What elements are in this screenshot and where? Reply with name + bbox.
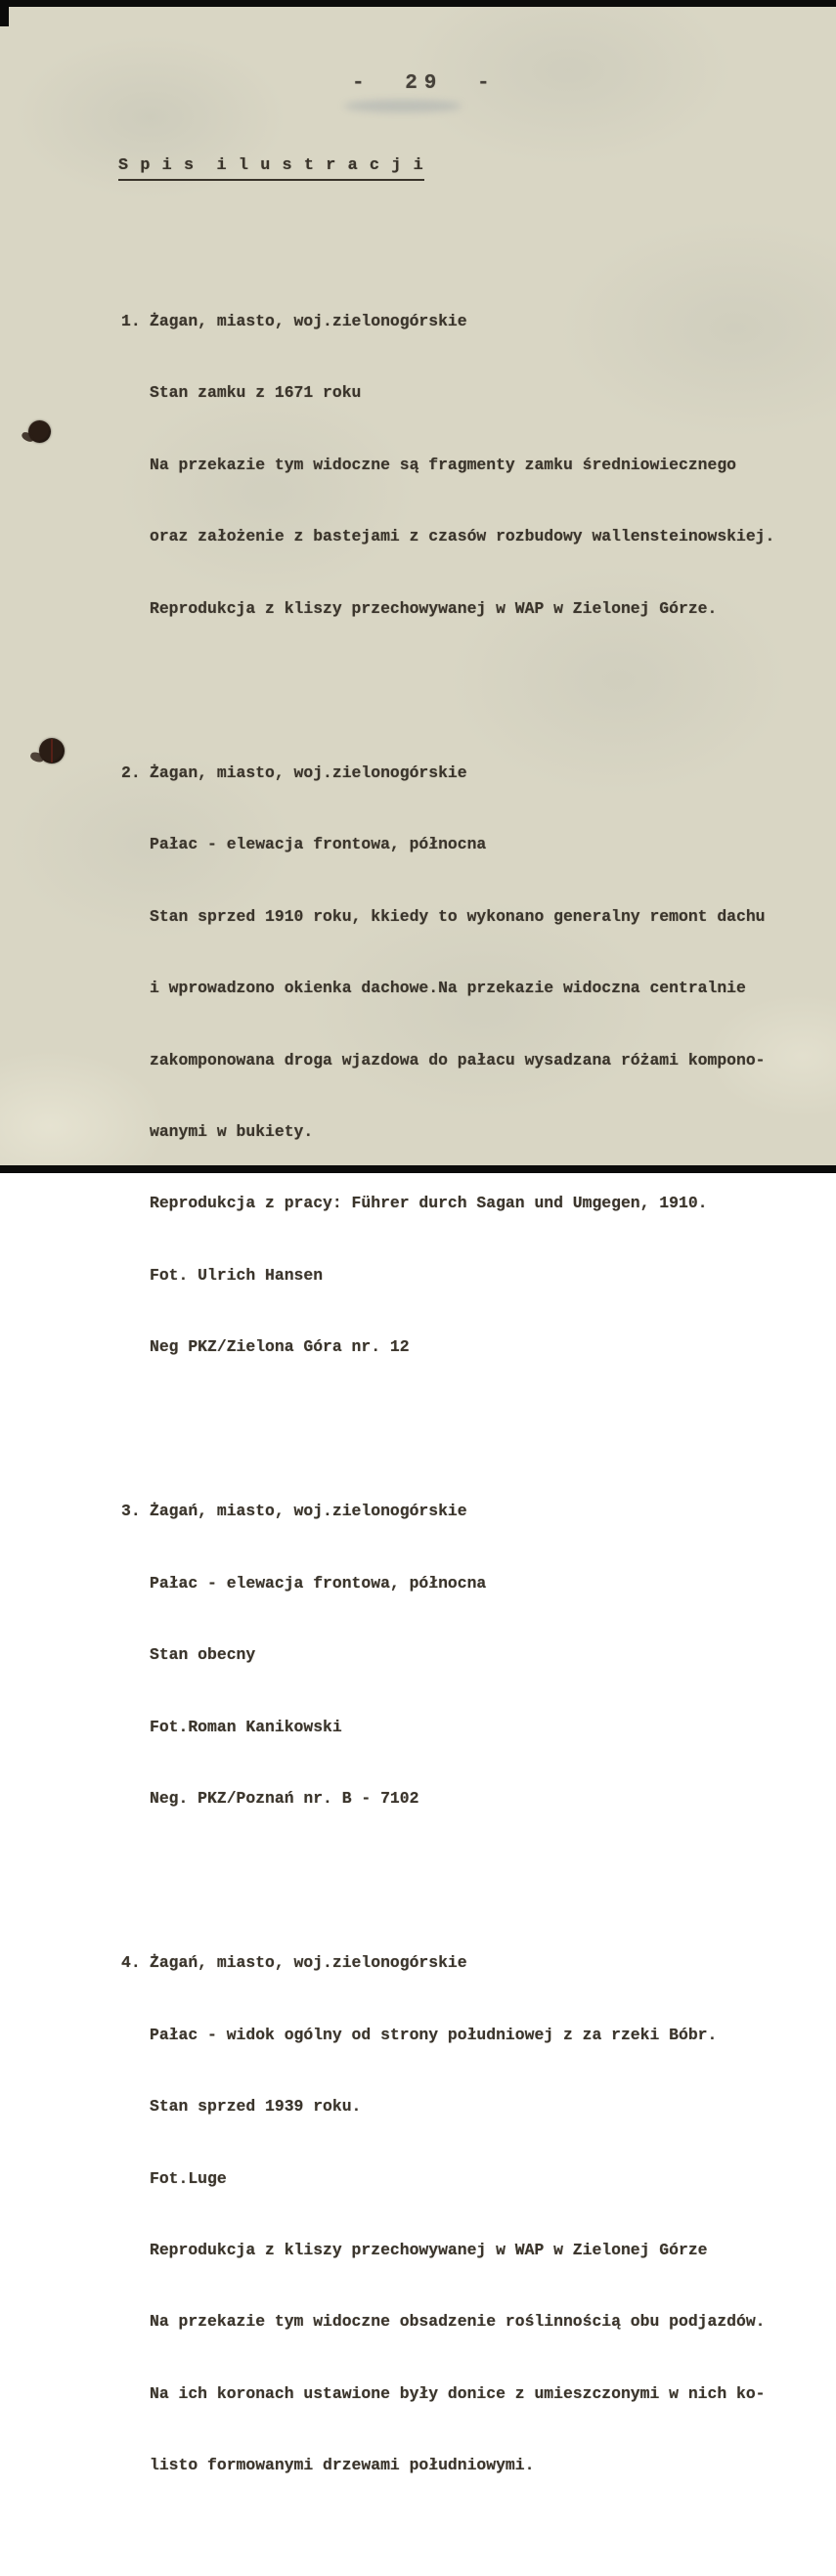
- item-line: listo formowanymi drzewami południowymi.: [150, 2456, 535, 2475]
- item-line: Neg. PKZ/Poznań nr. B - 7102: [150, 1789, 419, 1809]
- list-item: [121, 1908, 806, 2519]
- hole-punch-bottom: [39, 738, 65, 764]
- item-line: Fot.Luge: [150, 2168, 227, 2188]
- item-number: 4.: [121, 1953, 141, 1973]
- item-line-text: Żagań, miasto, woj.zielonogórskie: [150, 1502, 467, 1521]
- list-item: [121, 267, 806, 663]
- item-number: 3.: [121, 1502, 141, 1521]
- item-line: Na przekazie tym widoczne obsadzenie roślinnością obu podjazdów.: [150, 2312, 766, 2332]
- item-line: [121, 756, 806, 790]
- item-number: 1.: [121, 312, 141, 330]
- item-line: oraz założenie z bastejami z czasów rozbudowy wallensteinowskiej.: [150, 527, 775, 546]
- page-number: - 29 -: [352, 72, 497, 95]
- item-line-text: Żagań, miasto, woj.zielonogórskie: [150, 1953, 467, 1973]
- item-line: zakomponowana droga wjazdowa do pałacu wysadzana różami kompono-: [150, 1050, 766, 1070]
- item-line: Na przekazie tym widoczne są fragmenty zamku średniowiecznego: [150, 455, 736, 474]
- item-line: Fot. Ulrich Hansen: [150, 1265, 324, 1285]
- item-line-text: Żagan, miasto, woj.zielonogórskie: [150, 312, 467, 330]
- item-line: Reprodukcja z pracy: Führer durch Sagan und Umgegen, 1910.: [150, 1194, 708, 1213]
- item-line: [121, 1494, 806, 1528]
- item-line: Na ich koronach ustawione były donice z umieszczonymi w nich ko-: [150, 2383, 766, 2403]
- item-line: Pałac - elewacja frontowa, północna: [150, 1573, 487, 1593]
- item-number: 2.: [121, 763, 141, 782]
- item-line: Stan sprzed 1939 roku.: [150, 2097, 362, 2117]
- hole-punch-top: [28, 420, 51, 443]
- item-line: wanymi w bukiety.: [150, 1121, 314, 1141]
- item-line: Stan zamku z 1671 roku: [150, 383, 362, 403]
- item-line: [121, 1945, 806, 1980]
- item-line: Reprodukcja z kliszy przechowywanej w WAP w Zielonej Górze.: [150, 598, 718, 618]
- item-line: [121, 304, 806, 338]
- page-title: S p i s i l u s t r a c j i: [118, 156, 424, 181]
- item-line: Fot.Roman Kanikowski: [150, 1717, 342, 1736]
- scan-edge-top-left-notch: [0, 0, 9, 26]
- item-line: Stan obecny: [150, 1645, 256, 1665]
- item-line: i wprowadzono okienka dachowe.Na przekazie widoczna centralnie: [150, 979, 746, 998]
- list-item: [121, 719, 806, 1402]
- item-line: Stan sprzed 1910 roku, kkiedy to wykonano generalny remont dachu: [150, 906, 766, 926]
- item-line: Reprodukcja z kliszy przechowywanej w WAP w Zielonej Górze: [150, 2240, 708, 2259]
- scan-edge-top: [0, 0, 836, 7]
- list-item: [121, 1457, 806, 1853]
- item-line: Pałac - elewacja frontowa, północna: [150, 835, 487, 854]
- item-line-text: Żagan, miasto, woj.zielonogórskie: [150, 763, 467, 782]
- item-line: Pałac - widok ogólny od strony południowej z za rzeki Bóbr.: [150, 2025, 718, 2044]
- illustration-list: [121, 211, 806, 2576]
- item-line: Neg PKZ/Zielona Góra nr. 12: [150, 1337, 410, 1357]
- ink-smudge: [344, 100, 462, 112]
